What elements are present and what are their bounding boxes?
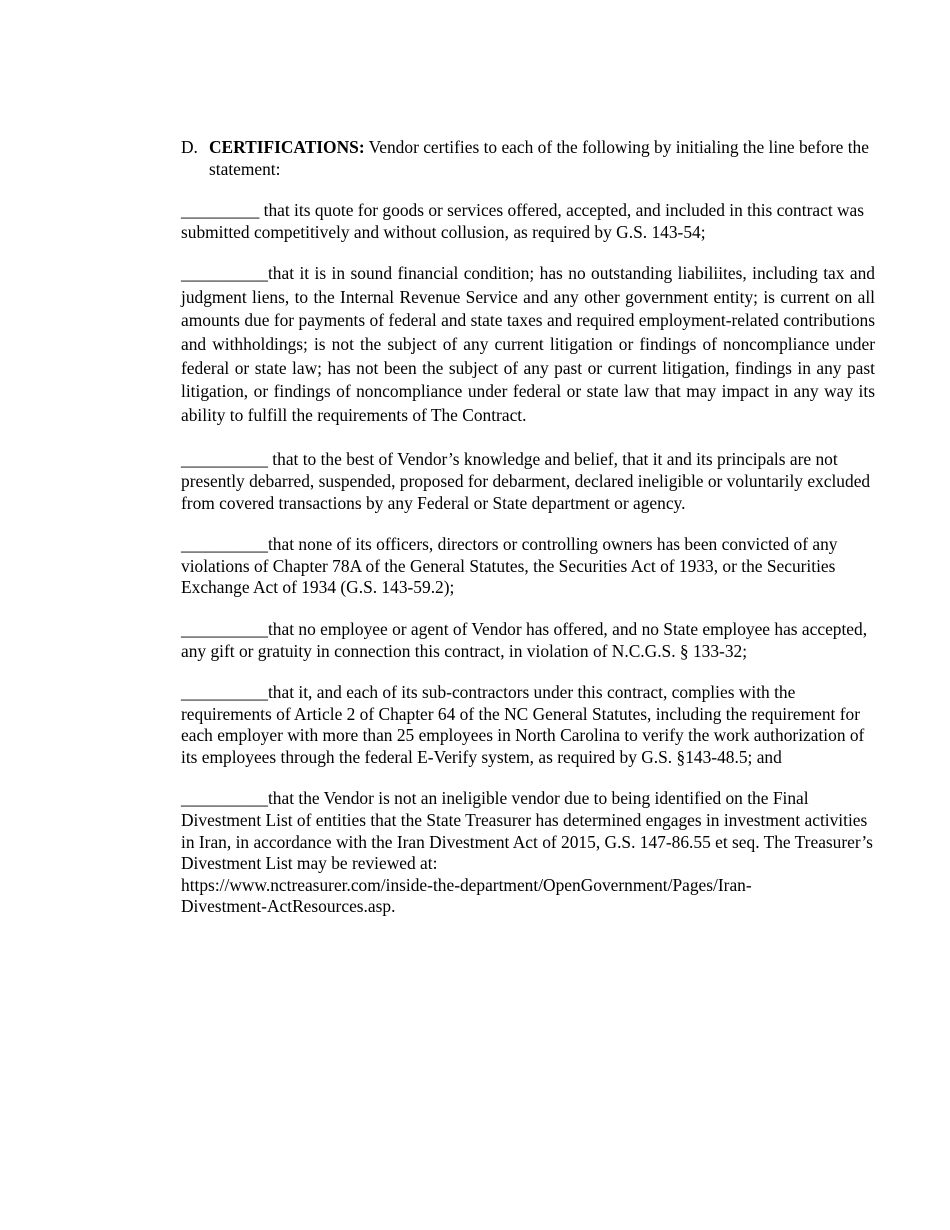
initial-line[interactable]: __________: [181, 682, 268, 703]
certifications-section: [181, 136, 875, 918]
divestment-list-url[interactable]: [181, 875, 875, 918]
initial-line[interactable]: __________: [181, 788, 268, 809]
certification-item: [181, 682, 875, 768]
certification-text: that to the best of Vendor’s knowledge and belief, that it and its principals are not presently debarred, suspended, proposed for debarment, declared ineligible or voluntarily excluded from covered transactions by any Federal or State department or agency.: [181, 449, 871, 513]
certification-item: [181, 200, 875, 243]
url-line-2: Divestment-ActResources.asp.: [181, 896, 396, 917]
certification-item: [181, 449, 875, 514]
certification-text: that its quote for goods or services offered, accepted, and included in this contract was submitted competitively and without collusion, as required by G.S. 143-54;: [181, 200, 865, 242]
initial-line[interactable]: _________: [181, 200, 260, 220]
certification-item: [181, 534, 875, 599]
section-heading: [181, 136, 875, 180]
certification-text: that no employee or agent of Vendor has offered, and no State employee has accepted, any gift or gratuity in connection this contract, in violation of N.C.G.S. § 133-32;: [181, 618, 868, 661]
initial-line[interactable]: __________: [181, 618, 268, 639]
initial-line[interactable]: __________: [181, 449, 268, 470]
certification-item: [181, 788, 875, 874]
section-intro: Vendor certifies to each of the following by initialing the line before the statement:: [209, 137, 869, 179]
certification-text: that the Vendor is not an ineligible vendor due to being identified on the Final Divestment List of entities that the State Treasurer has determined engages in investment activities in Iran, in accordance with the Iran Divestment Act of 2015, G.S. 147-86.55 et seq. The Treasurer’s Divestment List may be reviewed at:: [181, 788, 873, 874]
certification-text: that it is in sound financial condition; has no outstanding liabiliites, including tax and judgment liens, to the Internal Revenue Service and any other government entity; is current on all amounts due for payments of federal and state taxes and required employment-related contributions and withholdings; is not the subject of any current litigation or findings of noncompliance under federal or state law; has not been the subject of any past or current litigation, findings in any past litigation, or findings of noncompliance under federal or state law that may impact in any way its ability to fulfill the requirements of The Contract.: [181, 263, 875, 425]
initial-line[interactable]: __________: [181, 263, 268, 284]
certification-text: that it, and each of its sub-contractors under this contract, complies with the requirements of Article 2 of Chapter 64 of the NC General Statutes, including the requirement for each employer with more than 25 employees in North Carolina to verify the work authorization of its employees through the federal E-Verify system, as required by G.S. §143-48.5; and: [181, 682, 865, 767]
certification-item: [181, 262, 875, 427]
section-letter: D.: [181, 137, 198, 157]
certification-text: that none of its officers, directors or controlling owners has been convicted of any violations of Chapter 78A of the General Statutes, the Securities Act of 1933, or the Securities Exchange Act of 1934 (G.S. 143-59.2);: [181, 534, 838, 598]
section-title: CERTIFICATIONS:: [209, 137, 365, 157]
certification-item: [181, 619, 875, 662]
initial-line[interactable]: __________: [181, 534, 268, 555]
url-line-1: https://www.nctreasurer.com/inside-the-department/OpenGovernment/Pages/Iran-: [181, 874, 752, 895]
